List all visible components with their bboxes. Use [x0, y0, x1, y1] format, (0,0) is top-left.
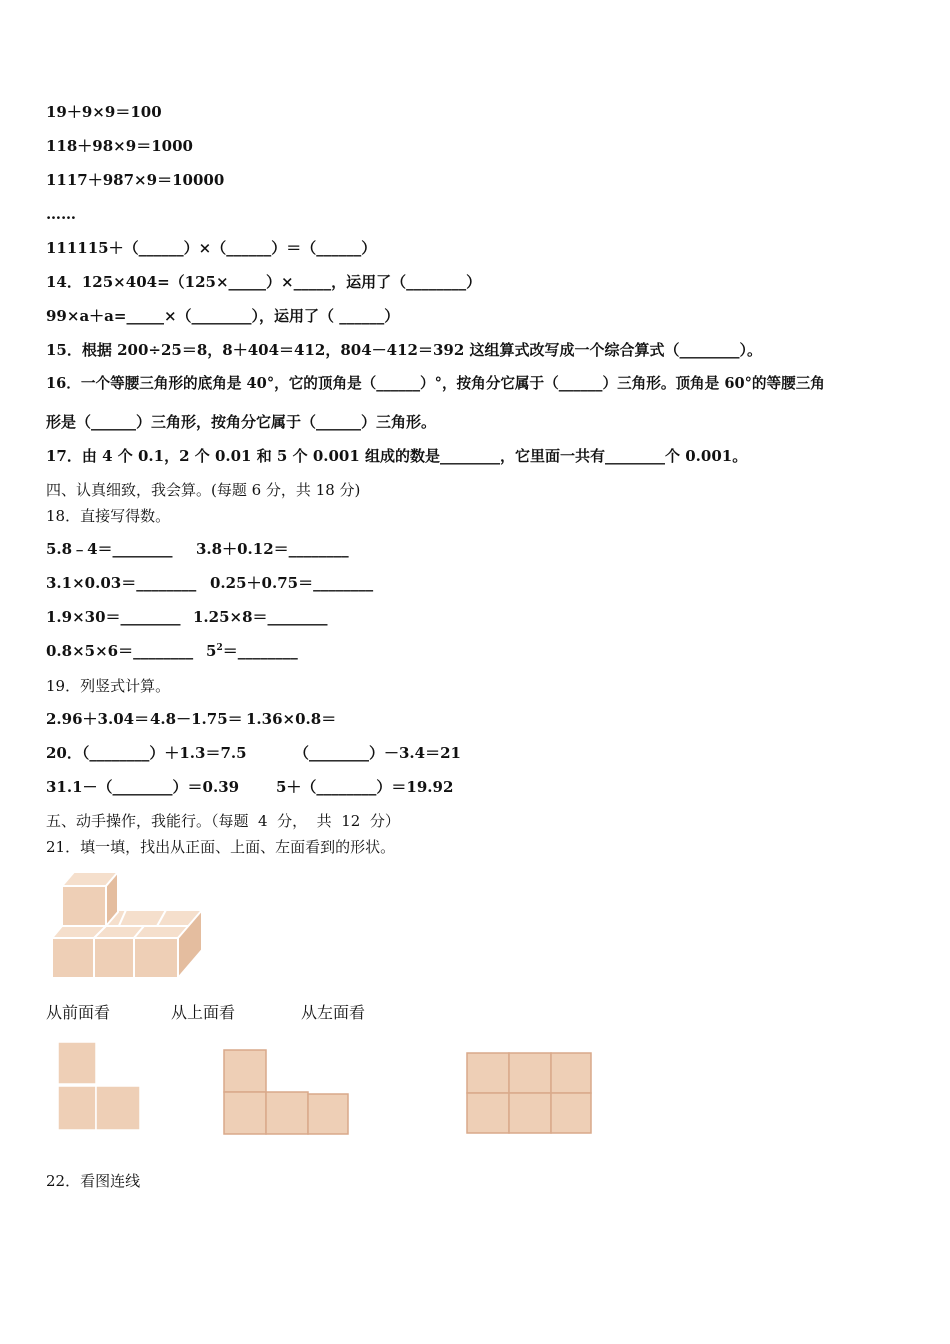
question-21: 21．填一填，找出从正面、上面、左面看到的形状。: [46, 838, 396, 856]
question-16-a: 16．一个等腰三角形的底角是 40°，它的顶角是（______）°，按角分它属于（______）三角形。顶角是 60°的等腰三角: [46, 375, 825, 392]
question-14-a: 14．125×404=（125×_____）×_____，运用了（________）: [46, 273, 482, 291]
calc-item: 4.8－1.75＝: [150, 710, 243, 728]
view-shape-1: [56, 1040, 142, 1134]
calc-item: 3.8＋0.12＝________: [196, 540, 349, 558]
exponent: 2: [216, 643, 223, 653]
view-square: [467, 1053, 509, 1093]
view-square: [551, 1053, 591, 1093]
view-label-top: 从上面看: [171, 1003, 236, 1022]
question-15: 15．根据 200÷25＝8，8＋404＝412，804－412＝392 这组算式改写成一个综合算式（________）。: [46, 341, 763, 359]
view-label-front: 从前面看: [46, 1003, 111, 1022]
calc-item: 1.36×0.8＝: [246, 710, 337, 728]
view-square: [96, 1086, 140, 1130]
view-square: [551, 1093, 591, 1133]
equation: （________）－3.4＝21: [294, 744, 461, 762]
question-17: 17．由 4 个 0.1，2 个 0.01 和 5 个 0.001 组成的数是________，它里面一共有________个 0.001。: [46, 447, 748, 465]
equation: 31.1－（________）＝0.39: [46, 778, 240, 796]
equation: 20．（________）＋1.3＝7.5: [46, 744, 247, 762]
view-square: [58, 1086, 96, 1130]
calc-item: 1.25×8＝________: [193, 608, 328, 626]
view-square: [509, 1053, 551, 1093]
question-14-b: 99×a＋a=_____×（________），运用了（ ______）: [46, 307, 400, 325]
calc-item: 5.8﹣4＝________: [46, 540, 173, 558]
view-shape-3: [465, 1051, 595, 1137]
cube-front-face: [62, 886, 106, 926]
pattern-line-5: 111115＋（______）×（______）＝（______）: [46, 239, 377, 257]
question-16-b: 形是（______）三角形，按角分它属于（______）三角形。: [46, 413, 437, 431]
pattern-line-2: 118＋98×9＝1000: [46, 137, 193, 155]
pattern-line-3: 1117＋987×9＝10000: [46, 171, 225, 189]
cube-front-face: [94, 938, 134, 978]
cube-stack-figure: [46, 868, 212, 982]
section-5-heading: 五、动手操作，我能行。（每题 4 分， 共 12 分）: [46, 812, 400, 830]
view-label-left: 从左面看: [301, 1003, 366, 1022]
pattern-line-1: 19＋9×9＝100: [46, 103, 162, 121]
calc-item: 3.1×0.03＝________: [46, 574, 197, 592]
equation: 5＋（________）＝19.92: [276, 778, 454, 796]
section-4-heading: 四、认真细致，我会算。(每题 6 分，共 18 分): [46, 481, 361, 499]
calc-item: 0.8×5×6＝________: [46, 642, 194, 660]
question-22: 22．看图连线: [46, 1172, 141, 1190]
view-shape-2: [222, 1048, 352, 1138]
pattern-ellipsis: ……: [46, 205, 76, 223]
cube-front-face: [134, 938, 178, 978]
calc-item: 2.96＋3.04＝: [46, 710, 150, 728]
question-19: 19．列竖式计算。: [46, 677, 171, 695]
view-square: [467, 1093, 509, 1133]
calc-item: 1.9×30＝________: [46, 608, 181, 626]
view-square: [224, 1050, 266, 1092]
cube-front-face: [52, 938, 94, 978]
question-18: 18．直接写得数。: [46, 507, 171, 525]
calc-item: 0.25＋0.75＝________: [210, 574, 374, 592]
view-square: [308, 1094, 348, 1134]
view-square: [224, 1092, 266, 1134]
view-square: [509, 1093, 551, 1133]
view-square: [58, 1042, 96, 1084]
view-square: [266, 1092, 308, 1134]
calc-item-power: $5^2=\_\_\_\_\_\_\_\_$: [206, 642, 298, 660]
